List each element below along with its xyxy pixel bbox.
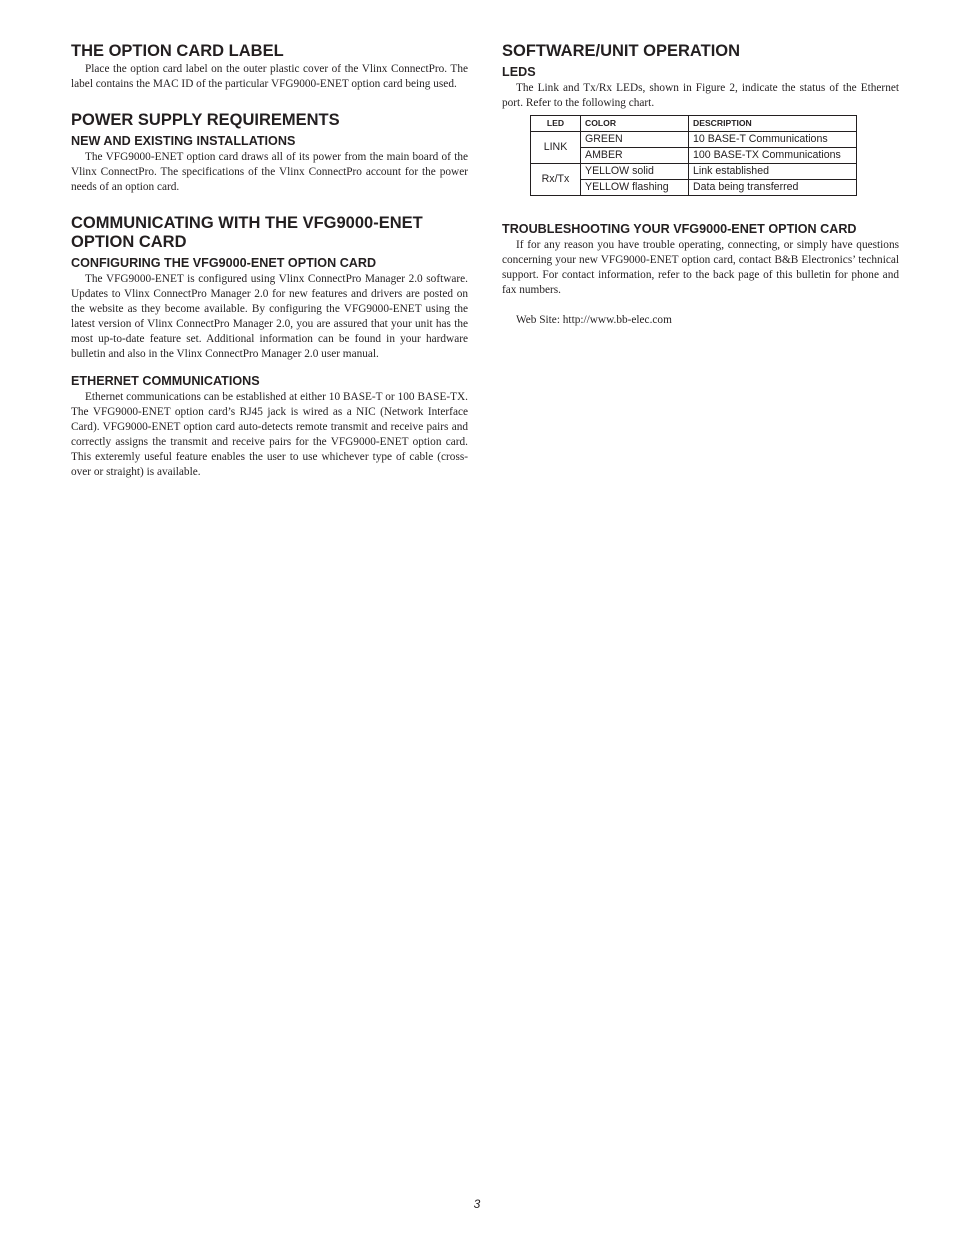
- ethernet-section: [71, 374, 468, 480]
- troubleshooting-body: If for any reason you have trouble operating, connecting, or simply have questions concerning your new VFG9000-ENET option card, contact B&B Electronics’ technical support. For contact information, refer to the back page of this bulletin for phone and fax numbers.: [502, 239, 899, 296]
- page-number: 3: [473, 1197, 481, 1211]
- table-row: [531, 164, 857, 180]
- led-column-header: LED: [531, 116, 581, 132]
- led-color-cell: YELLOW solid: [581, 164, 689, 180]
- left-column: [71, 42, 468, 480]
- ethernet-body: Ethernet communications can be established at either 10 BASE-T or 100 BASE-TX. The VFG9000-ENET option card’s RJ45 jack is wired as a NIC (Network Interface Card). VFG9000-ENET option card auto-detects remote transmit and receive pairs and correctly assigns the transmit and receive pairs for the VFG9000-ENET option card. This exteremly useful feature enables the user to use whichever type of cable (cross-over or straight) is available.: [71, 391, 468, 478]
- right-column: [502, 42, 899, 328]
- option-card-label-heading: THE OPTION CARD LABEL: [71, 42, 284, 60]
- ethernet-subheading: ETHERNET COMMUNICATIONS: [71, 374, 260, 388]
- led-description-cell: 100 BASE-TX Communications: [689, 148, 857, 164]
- troubleshooting-section: [502, 222, 899, 328]
- description-column-header: DESCRIPTION: [689, 116, 857, 132]
- led-name-cell: Rx/Tx: [531, 164, 581, 196]
- leds-body: The Link and Tx/Rx LEDs, shown in Figure 2, indicate the status of the Ethernet port. Refer to the following chart.: [502, 82, 899, 109]
- troubleshooting-subheading: TROUBLESHOOTING YOUR VFG9000-ENET OPTION CARD: [502, 222, 857, 236]
- installations-subheading: NEW AND EXISTING INSTALLATIONS: [71, 134, 296, 148]
- led-description-cell: 10 BASE-T Communications: [689, 132, 857, 148]
- option-card-label-body: Place the option card label on the outer plastic cover of the Vlinx ConnectPro. The label contains the MAC ID of the particular VFG9000-ENET option card being used.: [71, 63, 468, 90]
- led-color-cell: GREEN: [581, 132, 689, 148]
- option-card-label-section: [71, 42, 468, 92]
- leds-subheading: LEDS: [502, 65, 536, 79]
- led-description-cell: Link established: [689, 164, 857, 180]
- configuring-body: The VFG9000-ENET is configured using Vlinx ConnectPro Manager 2.0 software. Updates to Vlinx ConnectPro Manager 2.0 for new features and drivers are posted on the website as they become available. By configuring the VFG9000-ENET using the latest version of Vlinx ConnectPro Manager 2.0, you are assured that your unit has the most up-to-date feature set. Additional information can be found in your hardware bulletin and also in the Vlinx ConnectPro Manager 2.0 user manual.: [71, 273, 468, 360]
- configuring-subheading: CONFIGURING THE VFG9000-ENET OPTION CARD: [71, 256, 377, 270]
- communicating-section: [71, 214, 468, 362]
- led-name-cell: LINK: [531, 132, 581, 164]
- software-section: [502, 42, 899, 196]
- led-table: [530, 115, 857, 196]
- table-row: [531, 132, 857, 148]
- communicating-heading: COMMUNICATING WITH THE VFG9000-ENET OPTION CARD: [71, 214, 423, 251]
- website-line: Web Site: http://www.bb-elec.com: [516, 314, 672, 326]
- led-table-header-row: [531, 116, 857, 132]
- color-column-header: COLOR: [581, 116, 689, 132]
- power-supply-section: [71, 111, 468, 195]
- power-supply-body: The VFG9000-ENET option card draws all of its power from the main board of the Vlinx ConnectPro. The specifications of the Vlinx ConnectPro account for the power needs of an option card.: [71, 151, 468, 193]
- led-description-cell: Data being transferred: [689, 180, 857, 196]
- power-supply-heading: POWER SUPPLY REQUIREMENTS: [71, 111, 340, 129]
- software-heading: SOFTWARE/UNIT OPERATION: [502, 42, 741, 60]
- led-color-cell: YELLOW flashing: [581, 180, 689, 196]
- led-color-cell: AMBER: [581, 148, 689, 164]
